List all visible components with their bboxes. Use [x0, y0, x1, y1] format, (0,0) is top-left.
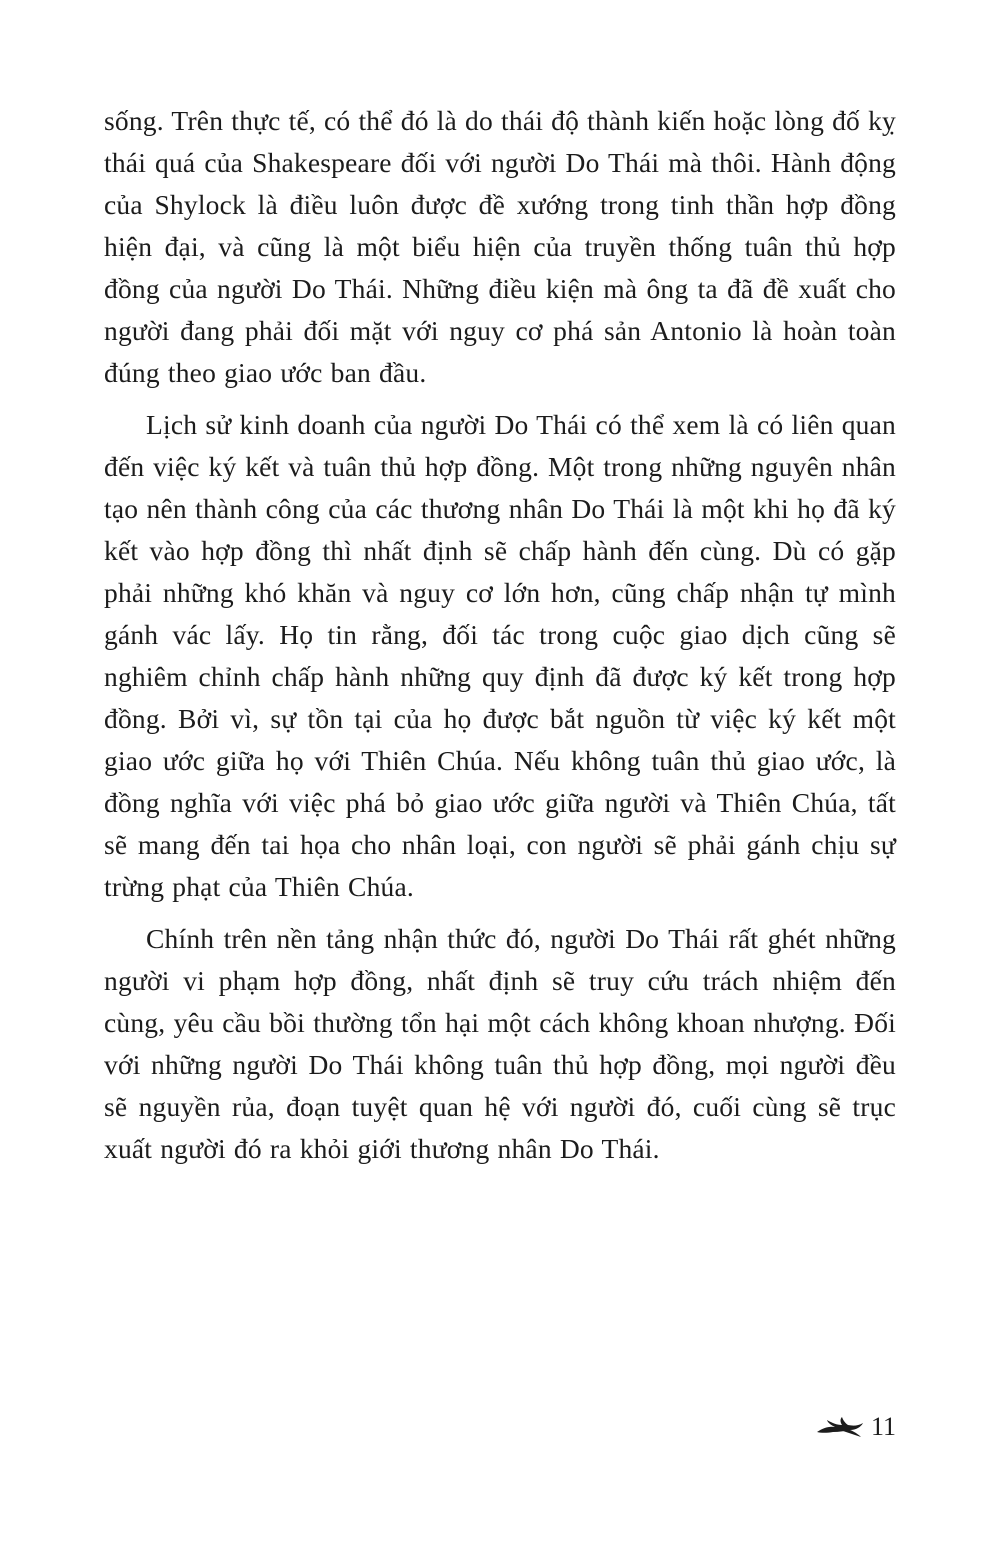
paragraph: sống. Trên thực tế, có thể đó là do thái độ thành kiến hoặc lòng đố kỵ thái quá của Shakespeare đối với người Do Thái mà thôi. Hành động của Shylock là điều luôn được đề xướng trong tinh thần hợp đồng hiện đại, và cũng là một biểu hiện của truyền thống tuân thủ hợp đồng của người Do Thái. Những điều kiện mà ông ta đã đề xuất cho người đang phải đối mặt với nguy cơ phá sản Antonio là hoàn toàn đúng theo giao ước ban đầu.: [104, 105, 896, 388]
page-number: 11: [870, 1412, 896, 1441]
paragraph: Chính trên nền tảng nhận thức đó, người Do Thái rất ghét những người vi phạm hợp đồng, nhất định sẽ truy cứu trách nhiệm đến cùng, yêu cầu bồi thường tổn hại một cách không khoan nhượng. Đối với những người Do Thái không tuân thủ hợp đồng, mọi người đều sẽ nguyền rủa, đoạn tuyệt quan hệ với người đó, cuối cùng sẽ trục xuất người đó ra khỏi giới thương nhân Do Thái.: [104, 923, 896, 1164]
page-footer: [815, 1412, 896, 1442]
paragraph: Lịch sử kinh doanh của người Do Thái có thể xem là có liên quan đến việc ký kết và tuân thủ hợp đồng. Một trong những nguyên nhân tạo nên thành công của các thương nhân Do Thái là một khi họ đã ký kết vào hợp đồng thì nhất định sẽ chấp hành đến cùng. Dù có gặp phải những khó khăn và nguy cơ lớn hơn, cũng chấp nhận tự mình gánh vác lấy. Họ tin rằng, đối tác trong cuộc giao dịch cũng sẽ nghiêm chỉnh chấp hành những quy định đã được ký kết trong hợp đồng. Bởi vì, sự tồn tại của họ được bắt nguồn từ việc ký kết một giao ước giữa họ với Thiên Chúa. Nếu không tuân thủ giao ước, là đồng nghĩa với việc phá bỏ giao ước giữa người và Thiên Chúa, tất sẽ mang đến tai họa cho nhân loại, con người sẽ phải gánh chịu sự trừng phạt của Thiên Chúa.: [104, 409, 896, 902]
page-text-block: [104, 100, 896, 1180]
flourish-icon: [815, 1414, 867, 1440]
